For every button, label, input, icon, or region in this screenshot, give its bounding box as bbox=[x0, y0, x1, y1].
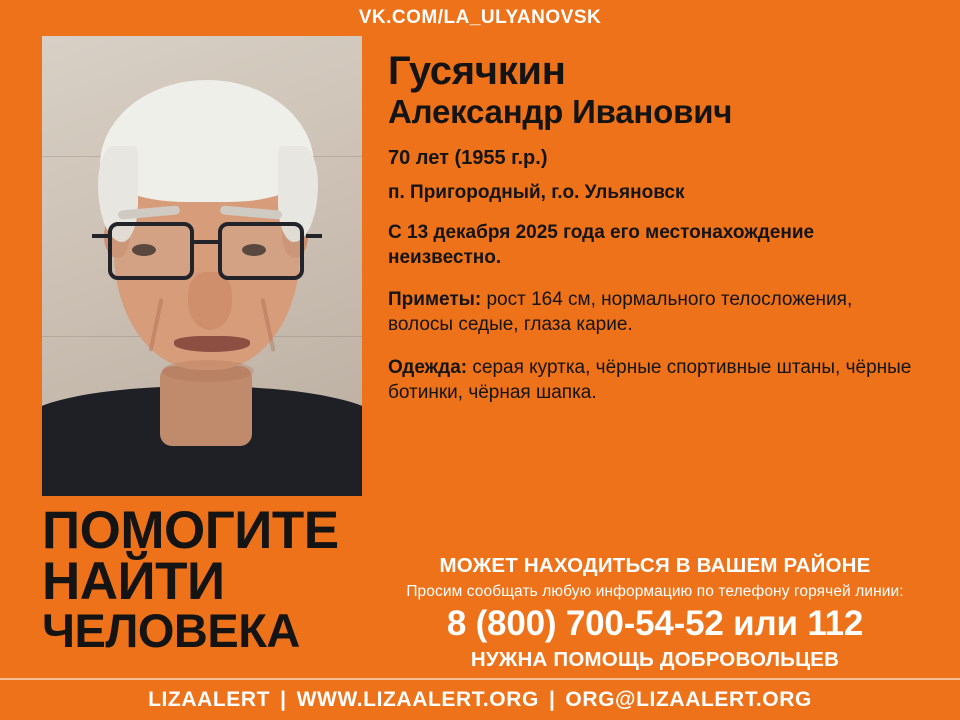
may-be-in-your-area-text: МОЖЕТ НАХОДИТЬСЯ В ВАШЕМ РАЙОНЕ bbox=[439, 554, 871, 577]
call-to-action-block bbox=[388, 554, 922, 678]
person-age: 70 лет (1955 г.р.) bbox=[388, 147, 548, 170]
glasses-temple-left bbox=[92, 234, 108, 238]
vk-link-text: VK.COM/LA_ULYANOVSK bbox=[358, 7, 602, 28]
glasses-lens-right bbox=[218, 222, 304, 280]
person-clothes bbox=[388, 355, 922, 405]
footer-website-link[interactable]: WWW.LIZAALERT.ORG bbox=[296, 688, 539, 711]
volunteers-needed-text: НУЖНА ПОМОЩЬ ДОБРОВОЛЬЦЕВ bbox=[470, 648, 840, 671]
help-line-3: ЧЕЛОВЕКА bbox=[42, 603, 300, 657]
hotline-phone-number[interactable]: 8 (800) 700-54-52 или 112 bbox=[446, 604, 864, 643]
footer-email-link[interactable]: ORG@LIZAALERT.ORG bbox=[565, 688, 812, 711]
missing-person-photo bbox=[42, 36, 362, 496]
person-place: п. Пригородный, г.о. Ульяновск bbox=[388, 182, 685, 204]
help-line-2: НАЙТИ bbox=[42, 551, 225, 611]
vk-link-bar bbox=[0, 0, 960, 36]
person-surname: Гусячкин bbox=[388, 49, 566, 93]
layout-spacer bbox=[388, 405, 922, 554]
left-column bbox=[42, 36, 362, 678]
glasses-lens-left bbox=[108, 222, 194, 280]
glasses-icon bbox=[100, 222, 318, 284]
poster-body bbox=[0, 36, 960, 678]
report-info-text: Просим сообщать любую информацию по телефону горячей линии: bbox=[406, 583, 904, 600]
person-signs-label: Приметы: bbox=[388, 288, 482, 310]
person-clothes-label: Одежда: bbox=[388, 356, 468, 378]
footer-org-name: LIZAALERT bbox=[148, 688, 271, 711]
footer-bar bbox=[0, 678, 960, 720]
person-name-patronymic: Александр Иванович bbox=[388, 93, 733, 131]
person-signs-text: рост 164 см, нормального телосложения, волосы седые, глаза карие. bbox=[388, 288, 853, 335]
help-line-1: ПОМОГИТЕ bbox=[42, 501, 339, 560]
glasses-temple-right bbox=[306, 234, 322, 238]
person-clothes-text: серая куртка, чёрные спортивные штаны, чёрные ботинки, чёрная шапка. bbox=[388, 356, 912, 403]
footer-separator-1: | bbox=[280, 688, 287, 711]
chin-shadow bbox=[162, 360, 254, 382]
help-find-person-heading bbox=[42, 501, 362, 657]
footer-separator-2: | bbox=[548, 688, 556, 711]
right-column bbox=[388, 36, 922, 678]
person-signs bbox=[388, 287, 922, 337]
mouth-shape bbox=[174, 336, 250, 352]
missing-since-text: С 13 декабря 2025 года его местонахождение неизвестно. bbox=[388, 222, 815, 269]
